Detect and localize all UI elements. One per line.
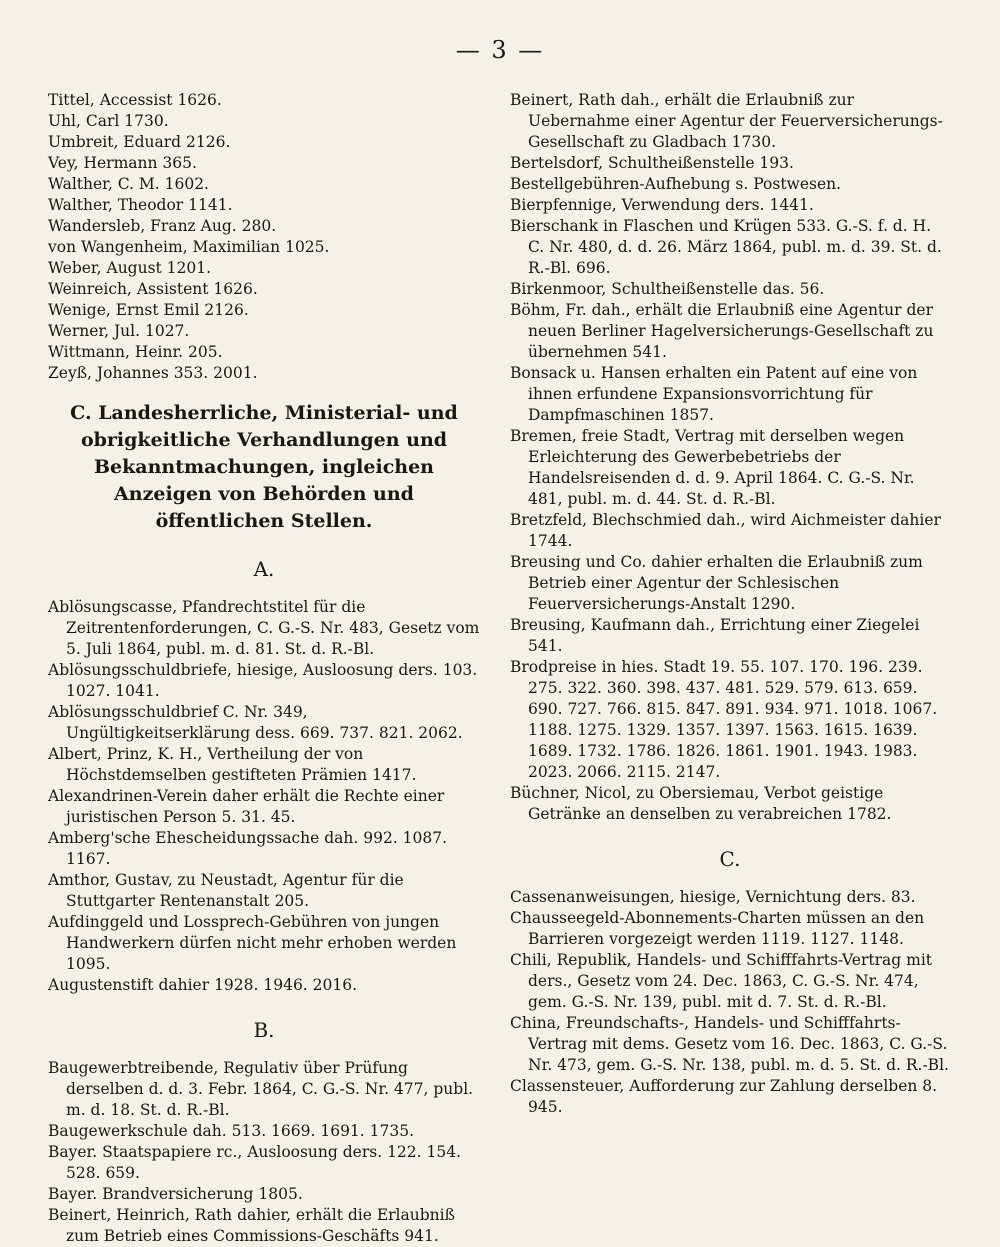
index-list-c bbox=[510, 887, 950, 1118]
index-entry: Bremen, freie Stadt, Vertrag mit derselben wegen Erleichterung des Gewerbebetriebs der Handelsreisenden d. d. 9. April 1864. C. G.-S. Nr. 481, publ. m. d. 44. St. d. R.-Bl. bbox=[510, 427, 915, 508]
index-list-b-continued bbox=[510, 90, 950, 825]
index-entry: Ablösungscasse, Pfandrechtstitel für die Zeitrentenforderungen, C. G.-S. Nr. 483, Gesetz vom 5. Juli 1864, publ. m. d. 81. St. d. R.-Bl. bbox=[48, 598, 480, 658]
index-entry: Bonsack u. Hansen erhalten ein Patent auf eine von ihnen erfundene Expansionsvorrichtung für Dampfmaschinen 1857. bbox=[510, 364, 918, 424]
index-list-top bbox=[48, 90, 480, 384]
index-entry: Amberg'sche Ehescheidungssache dah. 992. 1087. 1167. bbox=[48, 829, 448, 868]
index-entry: Tittel, Accessist 1626. bbox=[48, 91, 222, 109]
letter-heading-b: B. bbox=[253, 1018, 275, 1042]
index-entry: Cassenanweisungen, hiesige, Vernichtung ders. 83. bbox=[510, 888, 916, 906]
index-entry: Classensteuer, Aufforderung zur Zahlung derselben 8. 945. bbox=[510, 1077, 938, 1116]
index-entry: Walther, Theodor 1141. bbox=[48, 196, 233, 214]
index-entry: Umbreit, Eduard 2126. bbox=[48, 133, 231, 151]
index-entry: Beinert, Heinrich, Rath dahier, erhält die Erlaubniß zum Betrieb eines Commissions-Geschäfts 941. bbox=[48, 1206, 455, 1245]
index-entry: Büchner, Nicol, zu Obersiemau, Verbot geistige Getränke an denselben zu verabreichen 1782. bbox=[510, 784, 892, 823]
index-entry: Bertelsdorf, Schultheißenstelle 193. bbox=[510, 154, 794, 172]
index-entry: Wittmann, Heinr. 205. bbox=[48, 343, 223, 361]
left-column bbox=[48, 90, 480, 1247]
index-list-b bbox=[48, 1058, 480, 1247]
index-entry: Ablösungsschuldbrief C. Nr. 349, Ungültigkeitserklärung dess. 669. 737. 821. 2062. bbox=[48, 703, 463, 742]
index-entry: Chili, Republik, Handels- und Schifffahrts-Vertrag mit ders., Gesetz vom 24. Dec. 1863, C. G.-S. Nr. 474, gem. G.-S. Nr. 139, publ. mit d. 7. St. d. R.-Bl. bbox=[510, 951, 933, 1011]
index-entry: Amthor, Gustav, zu Neustadt, Agentur für die Stuttgarter Rentenanstalt 205. bbox=[48, 871, 404, 910]
index-entry: Breusing, Kaufmann dah., Errichtung einer Ziegelei 541. bbox=[510, 616, 920, 655]
letter-heading-a: A. bbox=[253, 557, 275, 581]
index-entry: Bayer. Brandversicherung 1805. bbox=[48, 1185, 303, 1203]
page-number: — 3 — bbox=[455, 36, 545, 64]
index-entry: Brodpreise in hies. Stadt 19. 55. 107. 170. 196. 239. 275. 322. 360. 398. 437. 481. 529. 579. 613. 659. 690. 727. 766. 815. 847. 891. 934. 971. 1018. 1067. 1188. 1275. 1329. 1357. 1397. 1563. 1615. 1639. 1689. 1732. 1786. 1826. 1861. 1901. 1943. 1983. 2023. 2066. 2115. 2147. bbox=[510, 658, 938, 781]
index-entry: Baugewerkschule dah. 513. 1669. 1691. 1735. bbox=[48, 1122, 415, 1140]
index-entry: Uhl, Carl 1730. bbox=[48, 112, 169, 130]
index-entry: Bestellgebühren-Aufhebung s. Postwesen. bbox=[510, 175, 842, 193]
index-entry: Bierschank in Flaschen und Krügen 533. G.-S. f. d. H. C. Nr. 480, d. d. 26. März 1864, publ. m. d. 39. St. d. R.-Bl. 696. bbox=[510, 217, 942, 277]
index-entry: Ablösungsschuldbriefe, hiesige, Ausloosung ders. 103. 1027. 1041. bbox=[48, 661, 478, 700]
index-entry: Werner, Jul. 1027. bbox=[48, 322, 190, 340]
index-entry: Wandersleb, Franz Aug. 280. bbox=[48, 217, 277, 235]
index-entry: Augustenstift dahier 1928. 1946. 2016. bbox=[48, 976, 358, 994]
index-entry: Walther, C. M. 1602. bbox=[48, 175, 209, 193]
index-entry: Bretzfeld, Blechschmied dah., wird Aichmeister dahier 1744. bbox=[510, 511, 941, 550]
index-entry: Breusing und Co. dahier erhalten die Erlaubniß zum Betrieb einer Agentur der Schlesischen Feuerversicherungs-Anstalt 1290. bbox=[510, 553, 923, 613]
index-entry: Baugewerbtreibende, Regulativ über Prüfung derselben d. d. 3. Febr. 1864, C. G.-S. Nr. 477, publ. m. d. 18. St. d. R.-Bl. bbox=[48, 1059, 474, 1119]
index-entry: Bierpfennige, Verwendung ders. 1441. bbox=[510, 196, 814, 214]
index-entry: Zeyß, Johannes 353. 2001. bbox=[48, 364, 258, 382]
index-entry: Böhm, Fr. dah., erhält die Erlaubniß eine Agentur der neuen Berliner Hagelversicherungs-Gesellschaft zu übernehmen 541. bbox=[510, 301, 934, 361]
right-column bbox=[510, 90, 950, 1118]
index-entry: Vey, Hermann 365. bbox=[48, 154, 197, 172]
letter-heading-c: C. bbox=[719, 847, 741, 871]
index-entry: Aufdinggeld und Lossprech-Gebühren von jungen Handwerkern dürfen nicht mehr erhoben werden 1095. bbox=[48, 913, 457, 973]
section-heading: C. Landesherrliche, Ministerial- und obrigkeitliche Verhandlungen und Bekanntmachungen, ingleichen Anzeigen von Behörden und öffentlichen Stellen. bbox=[70, 402, 458, 532]
index-entry: Weinreich, Assistent 1626. bbox=[48, 280, 258, 298]
index-entry: China, Freundschafts-, Handels- und Schifffahrts-Vertrag mit dems. Gesetz vom 16. Dec. 1863, C. G.-S. Nr. 473, gem. G.-S. Nr. 138, publ. m. d. 5. St. d. R.-Bl. bbox=[510, 1014, 949, 1074]
index-entry: Alexandrinen-Verein daher erhält die Rechte einer juristischen Person 5. 31. 45. bbox=[48, 787, 445, 826]
index-entry: Bayer. Staatspapiere rc., Ausloosung ders. 122. 154. 528. 659. bbox=[48, 1143, 462, 1182]
index-entry: Birkenmoor, Schultheißenstelle das. 56. bbox=[510, 280, 825, 298]
index-entry: von Wangenheim, Maximilian 1025. bbox=[48, 238, 330, 256]
index-entry: Albert, Prinz, K. H., Vertheilung der von Höchstdemselben gestifteten Prämien 1417. bbox=[48, 745, 417, 784]
index-entry: Weber, August 1201. bbox=[48, 259, 212, 277]
index-entry: Beinert, Rath dah., erhält die Erlaubniß zur Uebernahme einer Agentur der Feuerversicherungs-Gesellschaft zu Gladbach 1730. bbox=[510, 91, 943, 151]
index-entry: Chausseegeld-Abonnements-Charten müssen an den Barrieren vorgezeigt werden 1119. 1127. 1148. bbox=[510, 909, 925, 948]
index-entry: Wenige, Ernst Emil 2126. bbox=[48, 301, 249, 319]
index-list-a bbox=[48, 597, 480, 996]
